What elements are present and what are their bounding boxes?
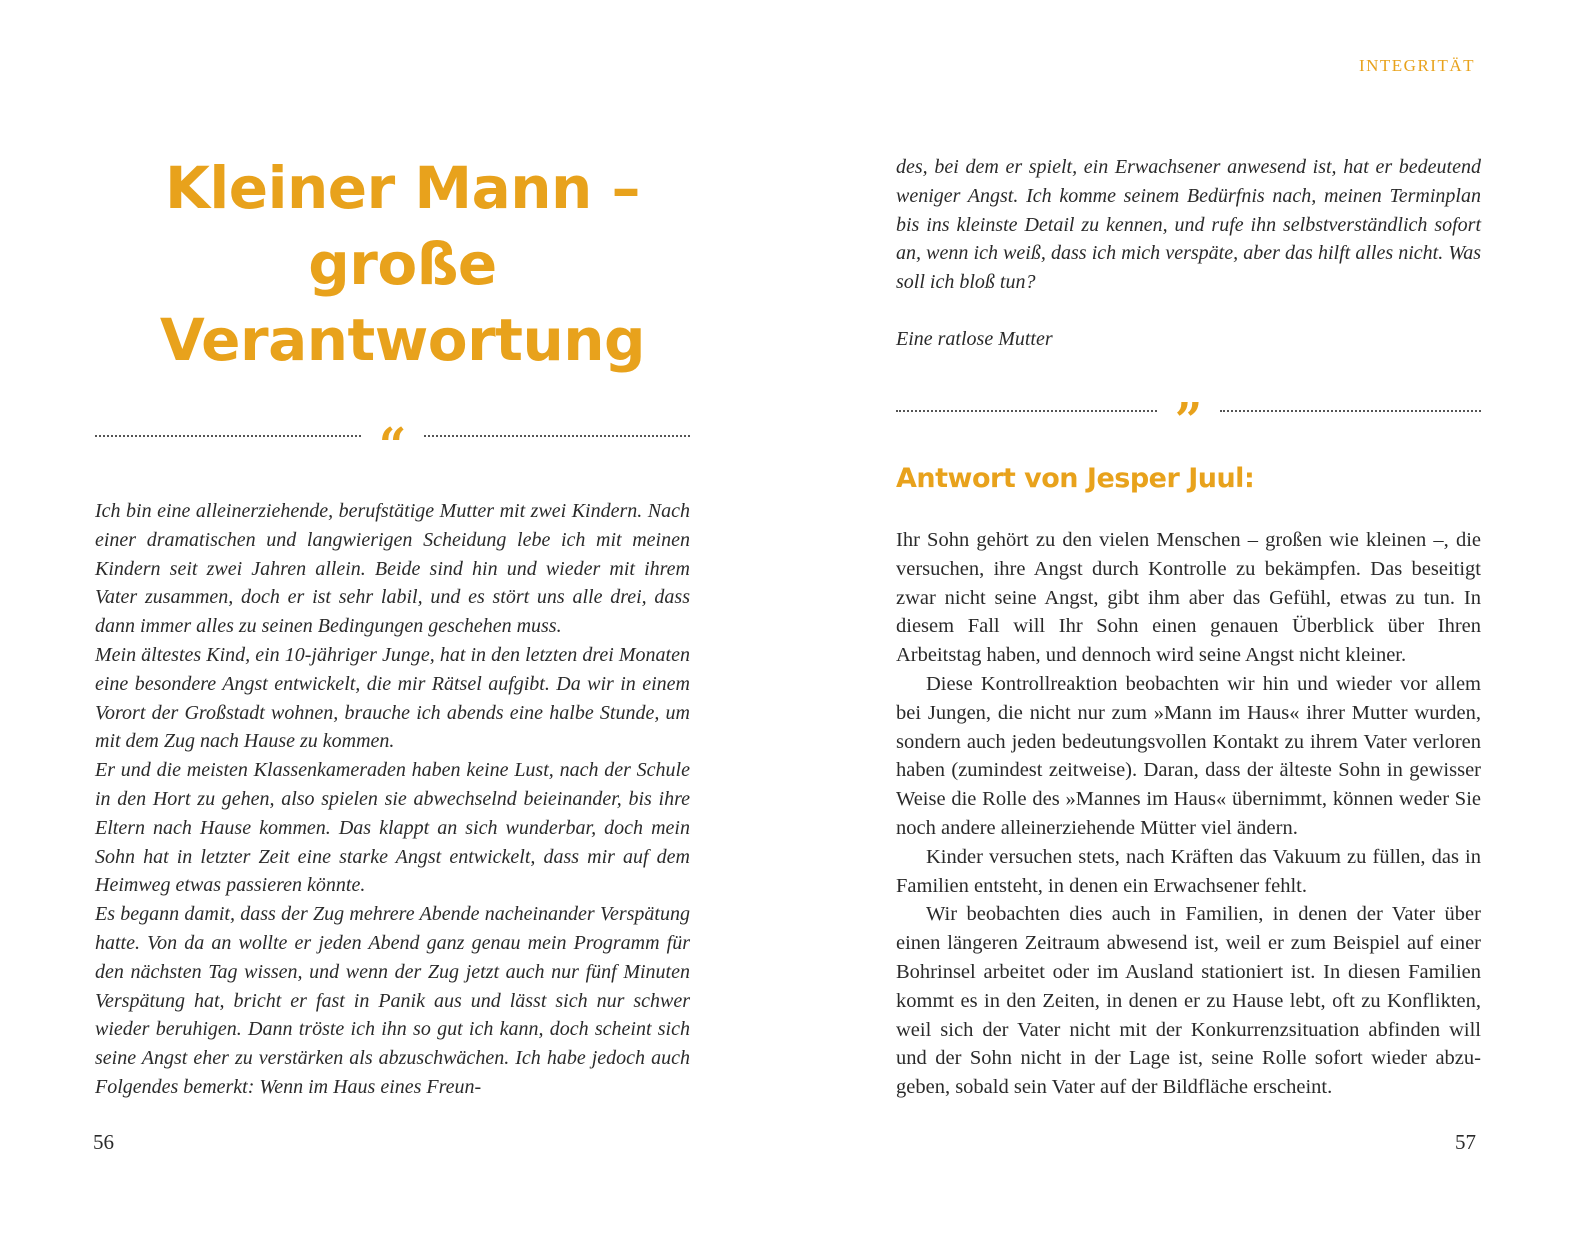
letter-signature: Eine ratlose Mutter (896, 328, 1053, 350)
answer-paragraph: Diese Kontrollreaktion beobachten wir hin und wieder vor allem bei Jungen, die nicht nur zum »Mann im Haus« ihrer Mutter wurden, sondern auch jeden bedeutungsvollen Kontakt zu ihrem Vater verloren haben (zumindest zeitweise). Daran, dass der älteste Sohn in gewisser Weise die Rolle des »Mannes im Haus« übernimmt, können weder Sie noch andere alleinerziehende Mütter viel ändern. (896, 672, 1481, 839)
chapter-title-line-2: Verantwortung (159, 306, 646, 374)
dotted-rule (424, 435, 690, 437)
reader-letter (95, 497, 690, 1102)
letter-paragraph: Es begann damit, dass der Zug mehrere Abende nacheinander Verspätung hatte. Von da an wollte er jeden Abend ganz genau mein Programm für den nächsten Tag wissen, und wenn der Zug jetzt auch nur fünf Minuten Verspätung hat, bricht er fast in Panik aus und lässt sich nur schwer wieder beruhigen. Dann tröste ich ihn so gut ich kann, doch scheint sich seine Angst eher zu verstärken als abzuschwächen. Ich habe jedoch auch Folgendes bemerkt: Wenn im Haus eines Freun- (95, 903, 690, 1098)
opening-quote-icon: “ (378, 418, 407, 474)
answer-paragraph: Wir beobachten dies auch in Familien, in denen der Vater über einen längeren Zeitraum abwesend ist, weil er zum Beispiel auf einer Bohrinsel arbeitet oder im Ausland stationiert ist. In diesen Familien kommt es in den Zeiten, in denen er zu Hause lebt, oft zu Konflikten, weil sich der Vater nicht mit der Konkurrenzsituation abfinden will und der Sohn nicht in der Lage ist, seine Rolle sofort wieder abzugeben, sobald sein Vater auf der Bildfläche erscheint. (896, 903, 1481, 1099)
answer-paragraph: Ihr Sohn gehört zu den vielen Menschen – großen wie kleinen –, die versuchen, ihre Angst durch Kontrolle zu bekämpfen. Das beseitigt zwar nicht seine Angst, gibt ihm aber das Gefühl, etwas zu tun. In diesem Fall will Ihr Sohn einen genauen Überblick über Ihren Arbeitstag haben, und dennoch wird seine Angst nicht kleiner. (896, 529, 1481, 667)
opening-quote-divider (95, 418, 690, 474)
answer-heading: Antwort von Jesper Juul: (896, 463, 1255, 494)
page-number-left: 56 (93, 1130, 114, 1154)
dotted-rule (1220, 410, 1481, 412)
page-number-right: 57 (1455, 1130, 1476, 1154)
running-head: INTEGRITÄT (1358, 56, 1475, 75)
letter-continuation: des, bei dem er spielt, ein Erwachsener anwesend ist, hat er bedeutend weniger Angst. Ich komme seinem Bedürfnis nach, meinen Terminplan bis ins kleinste Detail zu kennen, und rufe ihn selbstverständlich sofort an, wenn ich weiß, dass ich mich verspäte, aber das hilft alles nicht. Was soll ich bloß tun? (896, 156, 1481, 294)
closing-quote-icon: ” (1174, 393, 1203, 449)
dotted-rule (95, 435, 361, 437)
letter-paragraph: Er und die meisten Klassenkameraden haben keine Lust, nach der Schule in den Hort zu gehen, also spielen sie abwechselnd beieinander, bis ihre Eltern nach Hause kommen. Das klappt an sich wunderbar, doch mein Sohn hat in letzter Zeit eine starke Angst entwickelt, dass mir auf dem Heimweg etwas passieren könnte. (95, 759, 690, 897)
dotted-rule (896, 410, 1157, 412)
chapter-title (95, 150, 710, 378)
letter-paragraph: Ich bin eine alleinerziehende, berufstätige Mutter mit zwei Kindern. Nach einer dramatischen und langwierigen Scheidung lebe ich mit meinen Kindern seit zwei Jahren allein. Beide sind hin und wieder mit ihrem Vater zusammen, doch er ist sehr labil, und es stört uns alle drei, dass dann immer alles zu seinen Bedingungen geschehen muss. (95, 500, 690, 638)
closing-quote-divider (896, 393, 1481, 449)
answer-paragraph: Kinder versuchen stets, nach Kräften das Vakuum zu füllen, das in Familien entsteht, in denen ein Erwachsener fehlt. (896, 845, 1481, 897)
letter-paragraph: Mein ältestes Kind, ein 10-jähriger Junge, hat in den letzten drei Monaten eine besondere Angst entwickelt, die mir Rätsel aufgibt. Da wir in einem Vorort der Großstadt wohnen, brauche ich abends eine halbe Stunde, um mit dem Zug nach Hause zu kommen. (95, 643, 690, 753)
chapter-title-line-1: Kleiner Mann – große (164, 154, 641, 298)
answer-text (896, 526, 1481, 1102)
